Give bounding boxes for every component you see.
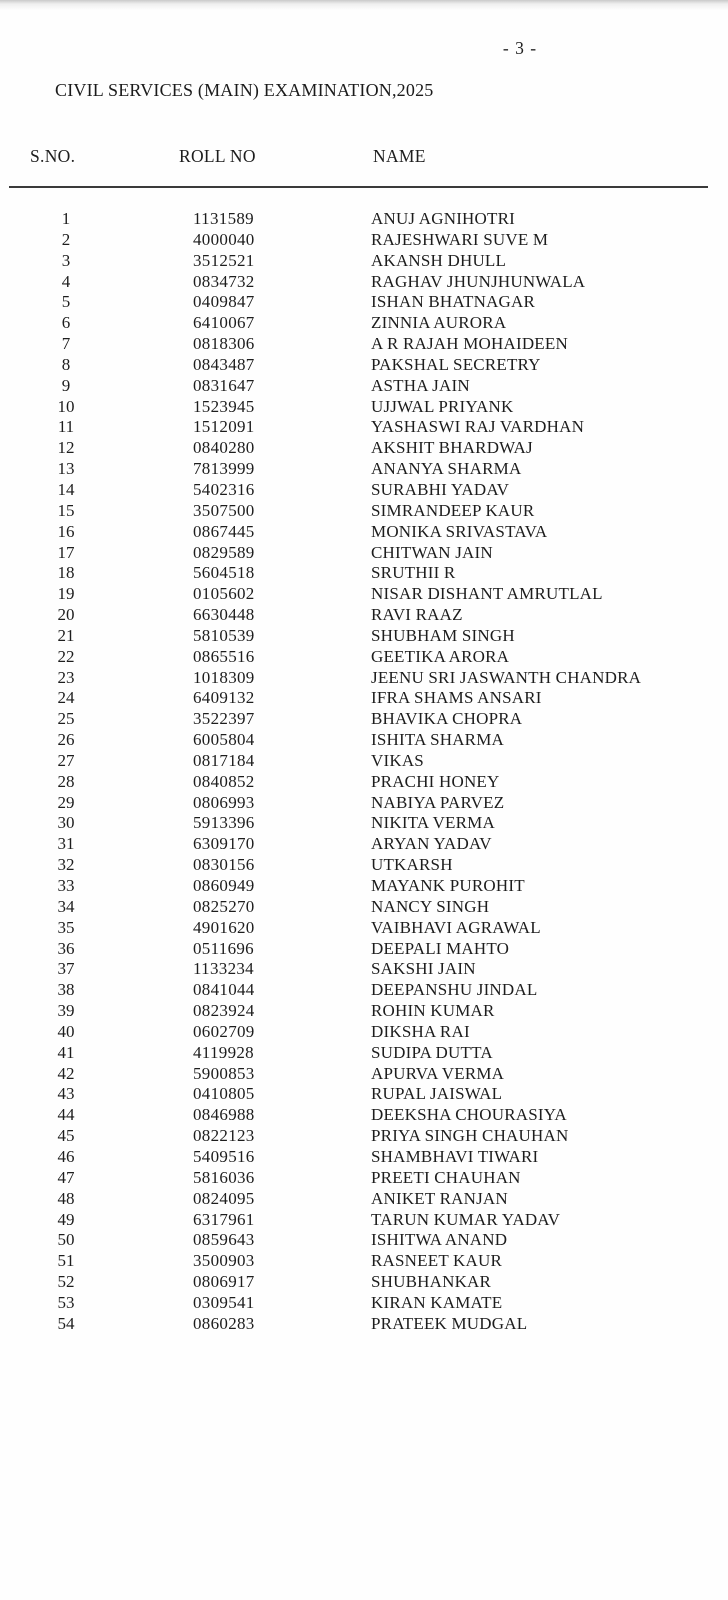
- cell-sno: 30: [57, 813, 75, 833]
- cell-name: SHUBHAM SINGH: [371, 625, 515, 645]
- table-row: [30, 480, 708, 501]
- cell-name: MAYANK PUROHIT: [371, 876, 525, 895]
- table-row: [30, 355, 708, 376]
- cell-name: PRATEEK MUDGAL: [371, 1313, 528, 1333]
- cell-roll-no: 0602709: [193, 1021, 255, 1041]
- page-number: - 3 -: [502, 38, 538, 58]
- table-row: [30, 1105, 708, 1126]
- table-row: [30, 209, 708, 230]
- table-row: [30, 793, 708, 814]
- cell-name: SUDIPA DUTTA: [371, 1042, 493, 1062]
- table-row: [30, 522, 708, 543]
- cell-sno: 5: [61, 292, 71, 312]
- cell-sno: 21: [57, 625, 75, 645]
- cell-sno: 15: [57, 500, 75, 520]
- table-row: [30, 563, 708, 584]
- table-row: [30, 1210, 708, 1231]
- cell-name: SURABHI YADAV: [371, 479, 510, 499]
- cell-sno: 45: [57, 1126, 75, 1146]
- cell-sno: 14: [57, 479, 75, 499]
- table-row: [30, 1147, 708, 1168]
- cell-sno: 6: [61, 313, 71, 333]
- cell-name: NABIYA PARVEZ: [371, 792, 505, 812]
- cell-name: RASNEET KAUR: [371, 1251, 503, 1271]
- cell-roll-no: 5604518: [193, 563, 255, 583]
- table-row: [30, 334, 708, 355]
- cell-name: PAKSHAL SECRETRY: [371, 354, 541, 374]
- cell-roll-no: 4119928: [193, 1042, 254, 1062]
- cell-roll-no: 3500903: [193, 1251, 255, 1271]
- cell-roll-no: 0410805: [193, 1084, 255, 1104]
- cell-sno: 34: [57, 896, 75, 916]
- table-row: [30, 397, 708, 418]
- cell-roll-no: 0859643: [193, 1230, 255, 1250]
- cell-roll-no: 0831647: [193, 375, 255, 395]
- cell-sno: 23: [57, 667, 75, 687]
- cell-name: A R RAJAH MOHAIDEEN: [371, 334, 568, 354]
- table-row: [30, 772, 708, 793]
- table-row: [30, 1064, 708, 1085]
- cell-roll-no: 5900853: [193, 1063, 255, 1083]
- cell-sno: 40: [57, 1021, 75, 1041]
- cell-sno: 26: [57, 730, 75, 750]
- cell-name: YASHASWI RAJ VARDHAN: [371, 417, 585, 437]
- cell-roll-no: 1133234: [193, 959, 254, 979]
- cell-name: JEENU SRI JASWANTH CHANDRA: [371, 667, 642, 687]
- cell-sno: 2: [61, 229, 71, 249]
- cell-roll-no: 6409132: [193, 688, 255, 708]
- cell-roll-no: 6005804: [193, 730, 255, 750]
- table-row: [30, 417, 708, 438]
- cell-roll-no: 0825270: [193, 896, 255, 916]
- cell-name: NANCY SINGH: [371, 896, 490, 916]
- table-row: [30, 438, 708, 459]
- cell-roll-no: 0105602: [193, 584, 255, 604]
- cell-sno: 31: [57, 834, 75, 854]
- cell-sno: 11: [57, 417, 75, 437]
- table-row: [30, 230, 708, 251]
- cell-roll-no: 1523945: [193, 396, 255, 416]
- cell-sno: 28: [57, 771, 75, 791]
- cell-name: RAJESHWARI SUVE M: [371, 229, 549, 249]
- table-row: [30, 1189, 708, 1210]
- table-row: [30, 688, 708, 709]
- cell-roll-no: 4901620: [193, 917, 255, 937]
- table-header-row: [30, 146, 708, 167]
- cell-name: AKSHIT BHARDWAJ: [371, 438, 533, 458]
- cell-sno: 33: [57, 876, 75, 895]
- cell-name: AKANSH DHULL: [371, 250, 507, 270]
- cell-roll-no: 0867445: [193, 521, 255, 541]
- cell-sno: 38: [57, 980, 75, 1000]
- cell-sno: 44: [57, 1105, 75, 1125]
- cell-roll-no: 0817184: [193, 750, 255, 770]
- cell-sno: 3: [61, 250, 71, 270]
- cell-sno: 43: [57, 1084, 75, 1104]
- cell-sno: 48: [57, 1188, 75, 1208]
- cell-sno: 16: [57, 521, 75, 541]
- table-row: [30, 313, 708, 334]
- cell-name: ANANYA SHARMA: [371, 459, 522, 479]
- cell-name: BHAVIKA CHOPRA: [371, 709, 523, 729]
- cell-name: VAIBHAVI AGRAWAL: [371, 917, 541, 937]
- cell-name: ISHITA SHARMA: [371, 730, 505, 750]
- header-divider-line: [9, 186, 708, 188]
- cell-sno: 1: [61, 209, 71, 228]
- table-row: [30, 584, 708, 605]
- cell-sno: 19: [57, 584, 75, 604]
- cell-sno: 52: [57, 1272, 75, 1292]
- table-row: [30, 1314, 708, 1335]
- document-title: CIVIL SERVICES (MAIN) EXAMINATION,2025: [55, 80, 434, 100]
- table-row: [30, 1251, 708, 1272]
- cell-sno: 50: [57, 1230, 75, 1250]
- cell-roll-no: 0834732: [193, 271, 255, 291]
- table-row: [30, 709, 708, 730]
- cell-roll-no: 0822123: [193, 1126, 255, 1146]
- cell-roll-no: 5810539: [193, 625, 255, 645]
- cell-name: VIKAS: [371, 750, 424, 770]
- table-row: [30, 1043, 708, 1064]
- cell-sno: 22: [57, 646, 75, 666]
- cell-sno: 53: [57, 1292, 75, 1312]
- cell-name: SIMRANDEEP KAUR: [371, 500, 535, 520]
- cell-name: ARYAN YADAV: [371, 834, 492, 854]
- cell-name: UJJWAL PRIYANK: [371, 396, 514, 416]
- cell-name: ISHITWA ANAND: [371, 1230, 508, 1250]
- cell-sno: 42: [57, 1063, 75, 1083]
- cell-name: NIKITA VERMA: [371, 813, 495, 833]
- cell-sno: 54: [57, 1313, 75, 1333]
- cell-sno: 41: [57, 1042, 75, 1062]
- results-table: [0, 146, 728, 1335]
- cell-roll-no: 0846988: [193, 1105, 255, 1125]
- cell-roll-no: 0860949: [193, 876, 255, 895]
- cell-roll-no: 1512091: [193, 417, 255, 437]
- column-header-roll-no: ROLL NO: [179, 146, 256, 166]
- table-row: [30, 918, 708, 939]
- cell-sno: 20: [57, 605, 75, 625]
- cell-roll-no: 1018309: [193, 667, 255, 687]
- cell-sno: 7: [61, 334, 71, 354]
- cell-name: APURVA VERMA: [371, 1063, 505, 1083]
- cell-name: RUPAL JAISWAL: [371, 1084, 503, 1104]
- cell-sno: 46: [57, 1146, 75, 1166]
- cell-name: GEETIKA ARORA: [371, 646, 510, 666]
- cell-name: SRUTHII R: [371, 563, 456, 583]
- cell-sno: 32: [57, 855, 75, 875]
- cell-name: CHITWAN JAIN: [371, 542, 493, 562]
- table-row: [30, 1022, 708, 1043]
- cell-roll-no: 3507500: [193, 500, 255, 520]
- cell-roll-no: 5913396: [193, 813, 255, 833]
- table-row: [30, 668, 708, 689]
- cell-name: DEEPANSHU JINDAL: [371, 980, 538, 1000]
- cell-roll-no: 6410067: [193, 313, 255, 333]
- cell-roll-no: 5402316: [193, 479, 255, 499]
- table-row: [30, 376, 708, 397]
- table-row: [30, 1272, 708, 1293]
- table-row: [30, 543, 708, 564]
- cell-sno: 37: [57, 959, 75, 979]
- cell-sno: 18: [57, 563, 75, 583]
- cell-name: RAVI RAAZ: [371, 605, 463, 625]
- cell-sno: 10: [57, 396, 75, 416]
- table-row: [30, 1168, 708, 1189]
- table-row: [30, 855, 708, 876]
- cell-roll-no: 6630448: [193, 605, 255, 625]
- cell-roll-no: 0843487: [193, 354, 255, 374]
- cell-sno: 25: [57, 709, 75, 729]
- cell-sno: 13: [57, 459, 75, 479]
- cell-name: ROHIN KUMAR: [371, 1001, 495, 1021]
- cell-roll-no: 0309541: [193, 1292, 255, 1312]
- table-row: [30, 501, 708, 522]
- table-body: [30, 209, 708, 1335]
- cell-name: DEEPALI MAHTO: [371, 938, 510, 958]
- cell-roll-no: 1131589: [193, 209, 254, 228]
- cell-roll-no: 6317961: [193, 1209, 255, 1229]
- cell-sno: 9: [61, 375, 71, 395]
- cell-roll-no: 0841044: [193, 980, 255, 1000]
- cell-roll-no: 0824095: [193, 1188, 255, 1208]
- cell-sno: 27: [57, 750, 75, 770]
- cell-sno: 39: [57, 1001, 75, 1021]
- cell-sno: 4: [61, 271, 71, 291]
- cell-sno: 35: [57, 917, 75, 937]
- table-row: [30, 272, 708, 293]
- cell-name: ANIKET RANJAN: [371, 1188, 508, 1208]
- cell-name: ZINNIA AURORA: [371, 313, 507, 333]
- cell-roll-no: 0511696: [193, 938, 254, 958]
- table-row: [30, 647, 708, 668]
- cell-sno: 29: [57, 792, 75, 812]
- cell-name: RAGHAV JHUNJHUNWALA: [371, 271, 586, 291]
- table-row: [30, 1230, 708, 1251]
- table-row: [30, 626, 708, 647]
- cell-sno: 49: [57, 1209, 75, 1229]
- cell-name: ISHAN BHATNAGAR: [371, 292, 536, 312]
- cell-roll-no: 0865516: [193, 646, 255, 666]
- cell-roll-no: 7813999: [193, 459, 255, 479]
- cell-name: NISAR DISHANT AMRUTLAL: [371, 584, 603, 604]
- table-row: [30, 939, 708, 960]
- cell-name: PREETI CHAUHAN: [371, 1167, 521, 1187]
- cell-roll-no: 5816036: [193, 1167, 255, 1187]
- cell-name: PRIYA SINGH CHAUHAN: [371, 1126, 569, 1146]
- cell-sno: 17: [57, 542, 75, 562]
- column-header-name: NAME: [373, 146, 426, 166]
- cell-sno: 36: [57, 938, 75, 958]
- cell-roll-no: 0860283: [193, 1313, 255, 1333]
- table-row: [30, 1126, 708, 1147]
- cell-sno: 51: [57, 1251, 75, 1271]
- cell-name: KIRAN KAMATE: [371, 1292, 503, 1312]
- table-row: [30, 251, 708, 272]
- table-row: [30, 813, 708, 834]
- cell-roll-no: 4000040: [193, 229, 255, 249]
- cell-roll-no: 0840852: [193, 771, 255, 791]
- table-row: [30, 1293, 708, 1314]
- table-row: [30, 876, 708, 897]
- table-row: [30, 751, 708, 772]
- cell-roll-no: 6309170: [193, 834, 255, 854]
- cell-roll-no: 0823924: [193, 1001, 255, 1021]
- cell-sno: 8: [61, 354, 71, 374]
- cell-roll-no: 0818306: [193, 334, 255, 354]
- cell-name: UTKARSH: [371, 855, 453, 875]
- cell-roll-no: 0840280: [193, 438, 255, 458]
- cell-roll-no: 3512521: [193, 250, 255, 270]
- table-row: [30, 459, 708, 480]
- cell-sno: 47: [57, 1167, 75, 1187]
- table-row: [30, 980, 708, 1001]
- cell-name: DEEKSHA CHOURASIYA: [371, 1105, 567, 1125]
- cell-name: SHUBHANKAR: [371, 1272, 492, 1292]
- cell-name: ASTHA JAIN: [371, 375, 470, 395]
- cell-sno: 24: [57, 688, 75, 708]
- table-row: [30, 834, 708, 855]
- cell-roll-no: 0409847: [193, 292, 255, 312]
- cell-name: TARUN KUMAR YADAV: [371, 1209, 561, 1229]
- table-row: [30, 605, 708, 626]
- cell-name: DIKSHA RAI: [371, 1021, 470, 1041]
- cell-name: IFRA SHAMS ANSARI: [371, 688, 542, 708]
- table-row: [30, 730, 708, 751]
- table-row: [30, 897, 708, 918]
- cell-roll-no: 5409516: [193, 1146, 255, 1166]
- cell-sno: 12: [57, 438, 75, 458]
- table-row: [30, 1001, 708, 1022]
- cell-roll-no: 0829589: [193, 542, 255, 562]
- table-row: [30, 292, 708, 313]
- cell-roll-no: 3522397: [193, 709, 255, 729]
- cell-name: ANUJ AGNIHOTRI: [371, 209, 515, 228]
- cell-name: MONIKA SRIVASTAVA: [371, 521, 548, 541]
- cell-roll-no: 0806993: [193, 792, 255, 812]
- table-row: [30, 959, 708, 980]
- column-header-sno: S.NO.: [30, 146, 76, 166]
- cell-name: SHAMBHAVI TIWARI: [371, 1146, 539, 1166]
- cell-name: PRACHI HONEY: [371, 771, 500, 791]
- table-row: [30, 1084, 708, 1105]
- cell-roll-no: 0806917: [193, 1272, 255, 1292]
- cell-roll-no: 0830156: [193, 855, 255, 875]
- cell-name: SAKSHI JAIN: [371, 959, 476, 979]
